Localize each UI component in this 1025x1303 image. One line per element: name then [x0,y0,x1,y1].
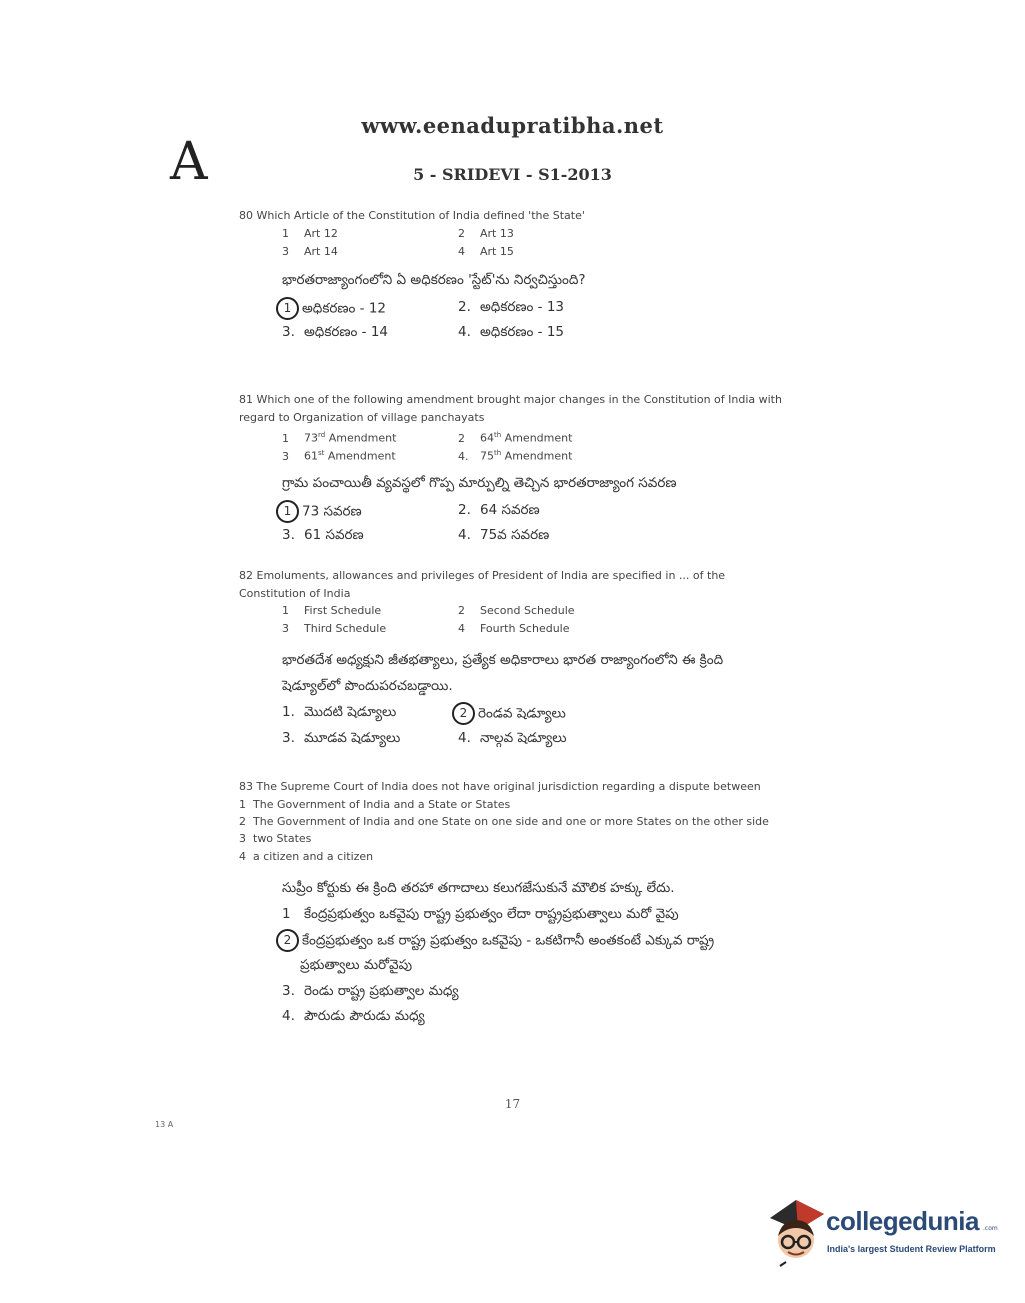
option-te: 4. అధికరణం - 15 [458,324,565,340]
question-text: regard to Organization of village panchayats [239,411,485,424]
option-te: 4. పౌరుడు పౌరుడు మధ్య [282,1008,425,1024]
answer-circle: 1 [276,500,299,523]
option-en: 3 two States [239,832,312,845]
option-en: 1 First Schedule [282,604,382,617]
page-number: 17 [504,1097,521,1111]
option-te: 4. నాల్గవ షెడ్యూలు [458,730,567,746]
paper-code: 5 - SRIDEVI - S1-2013 [413,165,612,184]
option-te: 3. 61 సవరణ [282,527,364,543]
option-te-marked: 1 73 సవరణ [276,500,362,523]
option-te-continued: ప్రభుత్వాలు మరోవైపు [300,957,413,973]
option-te: 2. అధికరణం - 13 [458,299,565,315]
brand-logo-suffix: .com [983,1225,998,1232]
question-text-telugu: గ్రామ పంచాయితీ వ్యవస్థలో గొప్ప మార్పుల్ని తెచ్చిన భారతరాజ్యాంగ సవరణ [282,475,677,491]
option-en: 2 64th Amendment [458,431,573,445]
set-letter: A [170,132,208,192]
option-te: 2. 64 సవరణ [458,502,540,518]
option-te-marked: 2 కేంద్రప్రభుత్వం ఒక రాష్ట్ర ప్రభుత్వం ఒకవైపు - ఒకటిగానీ అంతకంటే ఎక్కువ రాష్ట్ర [276,929,714,952]
answer-circle: 1 [276,297,299,320]
booklet-code: 13 A [155,1120,174,1129]
option-te: 4. 75వ సవరణ [458,527,550,543]
option-en: 3 61st Amendment [282,449,396,463]
option-en: 2 Art 13 [458,227,514,240]
website-header: www.eenadupratibha.net [361,113,664,138]
option-en: 1 73rd Amendment [282,431,397,445]
question-text: 83 The Supreme Court of India does not have original jurisdiction regarding a dispute between [239,780,761,793]
question-text: 82 Emoluments, allowances and privileges of President of India are specified in ... of the [239,569,726,582]
question-text-telugu: భారతదేశ అధ్యక్షుని జీతభత్యాలు, ప్రత్యేక అధికారాలు భారత రాజ్యాంగంలోని ఈ క్రింది [282,652,724,668]
option-en: 1 The Government of India and a State or States [239,798,511,811]
option-te-marked: 1 అధికరణం - 12 [276,297,386,320]
option-te: 1 కేంద్రప్రభుత్వం ఒకవైపు రాష్ట్ర ప్రభుత్వం లేదా రాష్ట్రప్రభుత్వాలు మరో వైపు [282,906,679,922]
option-en: 3 Third Schedule [282,622,387,635]
question-text-telugu: సుప్రీం కోర్టుకు ఈ క్రింది తరహా తగాదాలు కలుగజేసుకునే మౌలిక హక్కు లేదు. [282,880,675,896]
option-en: 4 Art 15 [458,245,514,258]
question-text-telugu: భారతరాజ్యాంగంలోని ఏ అధికరణం 'స్టేట్'ను నిర్వచిస్తుంది? [282,272,586,288]
answer-circle: 2 [276,929,299,952]
question-text: 80 Which Article of the Constitution of India defined 'the State' [239,209,585,222]
mascot-logo-icon [766,1196,828,1268]
option-en: 2 Second Schedule [458,604,575,617]
option-te-marked: 2 రెండవ షెడ్యూలు [452,702,566,725]
option-te: 1. మొదటి షెడ్యూలు [282,704,397,720]
option-en: 1 Art 12 [282,227,338,240]
option-te: 3. రెండు రాష్ట్ర ప్రభుత్వాల మధ్య [282,983,459,999]
question-text: 81 Which one of the following amendment brought major changes in the Constitution of India with [239,393,782,406]
question-text-telugu: షెడ్యూల్‌లో పొందుపరచబడ్డాయి. [282,678,453,694]
option-en: 3 Art 14 [282,245,338,258]
option-te: 3. అధికరణం - 14 [282,324,389,340]
option-te: 3. మూడవ షెడ్యూలు [282,730,401,746]
option-en: 4 a citizen and a citizen [239,850,374,863]
option-en: 2 The Government of India and one State on one side and one or more States on the other side [239,815,769,828]
question-text: Constitution of India [239,587,351,600]
option-en: 4 Fourth Schedule [458,622,570,635]
brand-tagline: India's largest Student Review Platform [827,1244,996,1254]
brand-logo-text: collegedunia [826,1206,979,1236]
answer-circle: 2 [452,702,475,725]
option-en: 4. 75th Amendment [458,449,573,463]
